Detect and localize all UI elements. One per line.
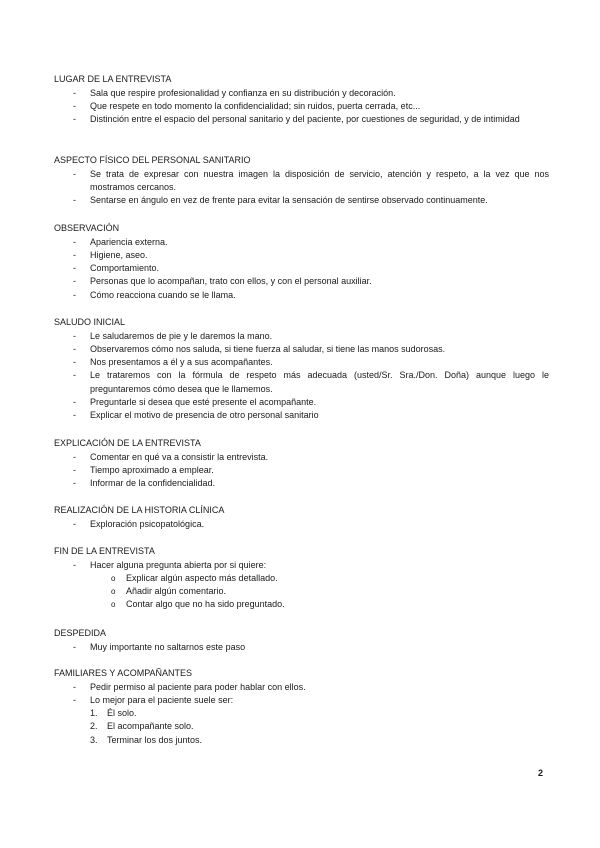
dash-bullet: -	[73, 464, 76, 475]
dash-bullet: -	[73, 276, 76, 287]
list-item	[54, 641, 549, 654]
item-text: Pedir permiso al paciente para poder hablar con ellos.	[90, 681, 306, 692]
item-text: Le trataremos con la fórmula de respeto más adecuada (usted/Sr. Sra./Don. Doña) aunque luego le preguntaremos cómo desea que le llamemos.	[90, 370, 549, 394]
circle-bullet: o	[111, 573, 116, 583]
dash-bullet: -	[73, 330, 76, 341]
section-heading: OBSERVACIÓN	[54, 223, 120, 233]
item-text: Cómo reacciona cuando se le llama.	[90, 289, 236, 300]
numbered-item-text: Terminar los dos juntos.	[107, 734, 203, 745]
list-item	[54, 343, 549, 356]
item-text: Preguntarle si desea que esté presente el acompañante.	[90, 396, 317, 407]
item-text: Que respete en todo momento la confidencialidad; sin ruidos, puerta cerrada, etc...	[90, 100, 421, 111]
section-heading: LUGAR DE LA ENTREVISTA	[54, 74, 172, 84]
sub-item-text: Añadir algún comentario.	[126, 586, 227, 597]
list-item	[54, 275, 549, 288]
item-list	[54, 451, 549, 491]
item-text: Sentarse en ángulo en vez de frente para evitar la sensación de sentirse observado continuamente.	[90, 195, 488, 206]
dash-bullet: -	[73, 559, 76, 570]
dash-bullet: -	[73, 518, 76, 529]
list-item	[54, 87, 549, 100]
item-text: Explicar el motivo de presencia de otro personal sanitario	[90, 410, 319, 421]
list-item	[54, 518, 549, 531]
item-text: Comentar en qué va a consistir la entrevista.	[90, 451, 269, 462]
item-list	[54, 87, 549, 127]
section-saludo-inicial	[54, 316, 549, 423]
item-text: Lo mejor para el paciente suele ser:	[90, 694, 234, 705]
sub-list-item	[54, 598, 549, 611]
item-text: Informar de la confidencialidad.	[90, 478, 216, 489]
dash-bullet: -	[73, 681, 76, 692]
numbered-list-item	[54, 720, 549, 733]
dash-bullet: -	[73, 236, 76, 247]
item-text: Se trata de expresar con nuestra imagen la disposición de servicio, atención y respeto, a la vez que nos mostramos cercanos.	[90, 168, 549, 192]
section-heading: DESPEDIDA	[54, 628, 107, 638]
dash-bullet: -	[73, 396, 76, 407]
list-item	[54, 168, 549, 195]
section-lugar-de-la-entrevista	[54, 73, 549, 126]
item-text: Exploración psicopatológica.	[90, 518, 205, 529]
list-item	[54, 681, 549, 694]
item-list	[54, 236, 549, 302]
dash-bullet: -	[73, 289, 76, 300]
list-item	[54, 559, 549, 572]
dash-bullet: -	[73, 451, 76, 462]
dash-bullet: -	[73, 641, 76, 652]
dash-bullet: -	[73, 168, 76, 179]
dash-bullet: -	[73, 478, 76, 489]
list-item	[54, 396, 549, 409]
list-item	[54, 464, 549, 477]
sub-list-item	[54, 572, 549, 585]
dash-bullet: -	[73, 694, 76, 705]
list-item	[54, 194, 549, 207]
item-list	[54, 559, 549, 612]
section-heading: REALIZACIÓN DE LA HISTORIA CLÍNICA	[54, 505, 225, 515]
section-fin-de-la-entrevista	[54, 545, 549, 612]
dash-bullet: -	[73, 195, 76, 206]
list-item	[54, 100, 549, 113]
circle-bullet: o	[111, 587, 116, 597]
item-list	[54, 641, 549, 654]
numbered-list	[54, 707, 549, 747]
item-text: Higiene, aseo.	[90, 249, 148, 260]
dash-bullet: -	[73, 87, 76, 98]
section-heading: FIN DE LA ENTREVISTA	[54, 546, 155, 556]
section-familiares-y-acompanantes	[54, 667, 549, 747]
item-list	[54, 518, 549, 531]
section-explicacion-de-la-entrevista	[54, 437, 549, 490]
item-text: Personas que lo acompañan, trato con ellos, y con el personal auxiliar.	[90, 276, 372, 287]
section-despedida	[54, 627, 549, 654]
numbered-item-text: Él solo.	[107, 708, 137, 719]
section-heading: ASPECTO FÍSICO DEL PERSONAL SANITARIO	[54, 155, 251, 165]
numbered-item-text: El acompañante solo.	[107, 721, 194, 732]
list-number: 1.	[90, 708, 98, 719]
dash-bullet: -	[73, 249, 76, 260]
numbered-list-item	[54, 707, 549, 720]
section-heading: FAMILIARES Y ACOMPAÑANTES	[54, 668, 193, 678]
section-heading: EXPLICACIÓN DE LA ENTREVISTA	[54, 438, 201, 448]
dash-bullet: -	[73, 357, 76, 368]
list-item	[54, 249, 549, 262]
list-item	[54, 236, 549, 249]
item-text: Distinción entre el espacio del personal sanitario y del paciente, por cuestiones de seguridad, y de intimidad	[90, 114, 520, 125]
list-item	[54, 262, 549, 275]
section-heading: SALUDO INICIAL	[54, 317, 126, 327]
list-item	[54, 289, 549, 302]
circle-bullet: o	[111, 600, 116, 610]
item-text: Tiempo aproximado a emplear.	[90, 464, 214, 475]
dash-bullet: -	[73, 100, 76, 111]
sub-item-text: Contar algo que no ha sido preguntado.	[126, 599, 285, 610]
list-number: 2.	[90, 721, 98, 732]
section-aspecto-fisico-del-personal-sanitario	[54, 154, 549, 207]
list-item	[54, 477, 549, 490]
section-realizacion-de-la-historia-clinica	[54, 504, 549, 531]
list-item	[54, 113, 549, 126]
dash-bullet: -	[73, 370, 76, 381]
numbered-list-item	[54, 734, 549, 747]
list-item	[54, 330, 549, 343]
item-text: Muy importante no saltarnos este paso	[90, 641, 246, 652]
list-item	[54, 694, 549, 707]
list-item	[54, 356, 549, 369]
list-number: 3.	[90, 734, 98, 745]
item-text: Nos presentamos a él y a sus acompañantes.	[90, 357, 273, 368]
item-list	[54, 168, 549, 208]
dash-bullet: -	[73, 410, 76, 421]
item-text: Comportamiento.	[90, 263, 160, 274]
item-text: Sala que respire profesionalidad y confianza en su distribución y decoración.	[90, 87, 396, 98]
list-item	[54, 369, 549, 396]
item-text: Apariencia externa.	[90, 236, 168, 247]
item-list	[54, 681, 549, 747]
section-observacion	[54, 222, 549, 302]
dash-bullet: -	[73, 114, 76, 125]
item-text: Observaremos cómo nos saluda, si tiene fuerza al saludar, si tiene las manos sudorosas.	[90, 343, 446, 354]
sub-list-item	[54, 585, 549, 598]
sub-list	[54, 572, 549, 612]
dash-bullet: -	[73, 263, 76, 274]
sub-item-text: Explicar algún aspecto más detallado.	[126, 572, 278, 583]
item-text: Le saludaremos de pie y le daremos la mano.	[90, 330, 273, 341]
list-item	[54, 409, 549, 422]
list-item	[54, 451, 549, 464]
page-number: 2	[538, 768, 544, 778]
dash-bullet: -	[73, 343, 76, 354]
item-text: Hacer alguna pregunta abierta por si quiere:	[90, 559, 267, 570]
item-list	[54, 330, 549, 423]
